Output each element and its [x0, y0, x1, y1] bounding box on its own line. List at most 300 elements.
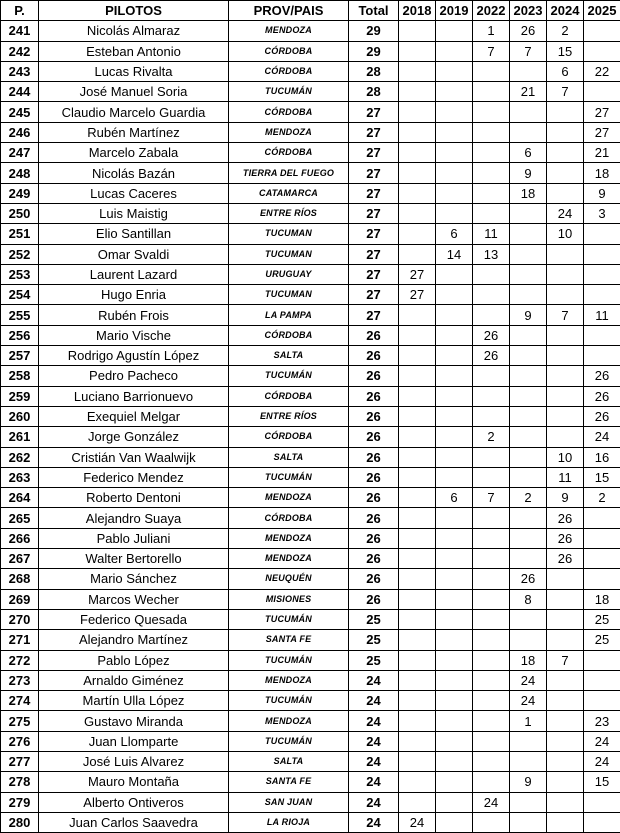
points-2019-cell — [436, 406, 473, 426]
table-row — [1, 305, 620, 325]
points-2018-cell — [399, 691, 436, 711]
points-2024-cell — [547, 163, 584, 183]
province-cell: SALTA — [229, 346, 349, 366]
position-cell: 252 — [1, 244, 39, 264]
points-2018-cell — [399, 61, 436, 81]
points-2019-cell — [436, 630, 473, 650]
points-2024-cell — [547, 183, 584, 203]
points-2025-cell: 11 — [584, 305, 620, 325]
points-2019-cell — [436, 772, 473, 792]
position-cell: 265 — [1, 508, 39, 528]
points-2023-cell: 8 — [510, 589, 547, 609]
points-2024-cell: 2 — [547, 21, 584, 41]
header-position: P. — [1, 1, 39, 21]
total-cell: 25 — [349, 630, 399, 650]
header-total: Total — [349, 1, 399, 21]
points-2024-cell — [547, 731, 584, 751]
position-cell: 250 — [1, 203, 39, 223]
pilot-name-cell: Pablo Juliani — [39, 528, 229, 548]
points-2023-cell: 21 — [510, 82, 547, 102]
province-cell: TUCUMÁN — [229, 366, 349, 386]
points-2024-cell: 7 — [547, 650, 584, 670]
pilot-name-cell: Luis Maistig — [39, 203, 229, 223]
table-row — [1, 406, 620, 426]
points-2024-cell: 10 — [547, 224, 584, 244]
points-2022-cell — [473, 61, 510, 81]
total-cell: 26 — [349, 386, 399, 406]
header-province: PROV/PAIS — [229, 1, 349, 21]
position-cell: 262 — [1, 447, 39, 467]
position-cell: 270 — [1, 609, 39, 629]
province-cell: CÓRDOBA — [229, 427, 349, 447]
points-2025-cell — [584, 792, 620, 812]
table-row — [1, 102, 620, 122]
table-row — [1, 792, 620, 812]
province-cell: TUCUMAN — [229, 244, 349, 264]
points-2023-cell — [510, 427, 547, 447]
points-2018-cell — [399, 203, 436, 223]
points-2019-cell — [436, 731, 473, 751]
position-cell: 258 — [1, 366, 39, 386]
points-2023-cell: 24 — [510, 691, 547, 711]
points-2024-cell: 24 — [547, 203, 584, 223]
points-2023-cell: 7 — [510, 41, 547, 61]
pilot-name-cell: Lucas Rivalta — [39, 61, 229, 81]
points-2019-cell — [436, 467, 473, 487]
points-2023-cell — [510, 467, 547, 487]
position-cell: 268 — [1, 569, 39, 589]
position-cell: 242 — [1, 41, 39, 61]
points-2018-cell — [399, 711, 436, 731]
points-2025-cell — [584, 549, 620, 569]
total-cell: 24 — [349, 691, 399, 711]
points-2022-cell — [473, 751, 510, 771]
points-2018-cell — [399, 792, 436, 812]
points-2022-cell — [473, 812, 510, 832]
header-row — [1, 1, 620, 21]
total-cell: 26 — [349, 508, 399, 528]
points-2023-cell: 2 — [510, 488, 547, 508]
pilot-name-cell: Mario Vische — [39, 325, 229, 345]
province-cell: TUCUMÁN — [229, 691, 349, 711]
points-2025-cell: 3 — [584, 203, 620, 223]
points-2023-cell: 1 — [510, 711, 547, 731]
points-2022-cell — [473, 528, 510, 548]
table-row — [1, 691, 620, 711]
points-2019-cell — [436, 650, 473, 670]
points-2018-cell — [399, 244, 436, 264]
points-2019-cell — [436, 102, 473, 122]
points-2022-cell: 1 — [473, 21, 510, 41]
pilot-name-cell: Hugo Enria — [39, 285, 229, 305]
points-2018-cell — [399, 549, 436, 569]
points-2023-cell: 6 — [510, 143, 547, 163]
total-cell: 27 — [349, 224, 399, 244]
position-cell: 267 — [1, 549, 39, 569]
points-2025-cell: 23 — [584, 711, 620, 731]
points-2025-cell: 26 — [584, 406, 620, 426]
points-2019-cell — [436, 183, 473, 203]
pilot-name-cell: Pedro Pacheco — [39, 366, 229, 386]
points-2018-cell — [399, 41, 436, 61]
table-row — [1, 772, 620, 792]
position-cell: 253 — [1, 264, 39, 284]
total-cell: 27 — [349, 183, 399, 203]
province-cell: TUCUMÁN — [229, 82, 349, 102]
pilot-name-cell: Pablo López — [39, 650, 229, 670]
points-2018-cell — [399, 467, 436, 487]
position-cell: 274 — [1, 691, 39, 711]
header-2018: 2018 — [399, 1, 436, 21]
points-2023-cell — [510, 731, 547, 751]
total-cell: 25 — [349, 650, 399, 670]
province-cell: CÓRDOBA — [229, 41, 349, 61]
points-2018-cell — [399, 224, 436, 244]
points-2023-cell — [510, 122, 547, 142]
points-2024-cell — [547, 143, 584, 163]
province-cell: MISIONES — [229, 589, 349, 609]
points-2018-cell — [399, 122, 436, 142]
total-cell: 28 — [349, 61, 399, 81]
points-2025-cell — [584, 264, 620, 284]
points-2022-cell: 13 — [473, 244, 510, 264]
position-cell: 245 — [1, 102, 39, 122]
points-2024-cell — [547, 406, 584, 426]
points-2018-cell — [399, 751, 436, 771]
position-cell: 251 — [1, 224, 39, 244]
points-2019-cell — [436, 41, 473, 61]
province-cell: CÓRDOBA — [229, 61, 349, 81]
province-cell: CÓRDOBA — [229, 508, 349, 528]
points-2019-cell — [436, 386, 473, 406]
table-row — [1, 386, 620, 406]
total-cell: 24 — [349, 751, 399, 771]
position-cell: 263 — [1, 467, 39, 487]
points-2022-cell — [473, 366, 510, 386]
province-cell: TUCUMÁN — [229, 609, 349, 629]
points-2018-cell — [399, 163, 436, 183]
total-cell: 26 — [349, 589, 399, 609]
points-2024-cell — [547, 569, 584, 589]
points-2024-cell — [547, 325, 584, 345]
points-2025-cell — [584, 528, 620, 548]
total-cell: 27 — [349, 203, 399, 223]
points-2019-cell — [436, 569, 473, 589]
points-2018-cell — [399, 21, 436, 41]
points-2025-cell — [584, 346, 620, 366]
pilot-name-cell: Lucas Caceres — [39, 183, 229, 203]
position-cell: 249 — [1, 183, 39, 203]
province-cell: TUCUMAN — [229, 224, 349, 244]
pilot-name-cell: Rubén Martínez — [39, 122, 229, 142]
points-2019-cell — [436, 711, 473, 731]
points-2023-cell — [510, 751, 547, 771]
points-2025-cell — [584, 244, 620, 264]
total-cell: 27 — [349, 264, 399, 284]
points-2025-cell: 18 — [584, 589, 620, 609]
points-2025-cell: 16 — [584, 447, 620, 467]
pilot-name-cell: Luciano Barrionuevo — [39, 386, 229, 406]
table-row — [1, 203, 620, 223]
points-2022-cell — [473, 569, 510, 589]
points-2025-cell: 25 — [584, 630, 620, 650]
position-cell: 254 — [1, 285, 39, 305]
total-cell: 26 — [349, 447, 399, 467]
province-cell: CÓRDOBA — [229, 325, 349, 345]
points-2023-cell: 9 — [510, 305, 547, 325]
province-cell: ENTRE RÍOS — [229, 406, 349, 426]
points-2023-cell — [510, 203, 547, 223]
position-cell: 241 — [1, 21, 39, 41]
points-2022-cell — [473, 406, 510, 426]
header-2022: 2022 — [473, 1, 510, 21]
points-2025-cell — [584, 285, 620, 305]
table-row — [1, 183, 620, 203]
points-2024-cell — [547, 366, 584, 386]
points-2024-cell — [547, 751, 584, 771]
points-2025-cell: 24 — [584, 731, 620, 751]
points-2019-cell — [436, 143, 473, 163]
province-cell: ENTRE RÍOS — [229, 203, 349, 223]
table-row — [1, 447, 620, 467]
points-2019-cell — [436, 163, 473, 183]
points-2024-cell: 6 — [547, 61, 584, 81]
points-2024-cell — [547, 711, 584, 731]
points-2025-cell — [584, 670, 620, 690]
points-2019-cell — [436, 528, 473, 548]
points-2025-cell — [584, 41, 620, 61]
points-2018-cell — [399, 508, 436, 528]
points-2025-cell: 15 — [584, 467, 620, 487]
points-2022-cell: 24 — [473, 792, 510, 812]
points-2022-cell — [473, 711, 510, 731]
points-2022-cell — [473, 143, 510, 163]
table-body — [1, 21, 620, 833]
points-2018-cell — [399, 346, 436, 366]
total-cell: 26 — [349, 569, 399, 589]
points-2023-cell: 24 — [510, 670, 547, 690]
position-cell: 255 — [1, 305, 39, 325]
points-2025-cell: 22 — [584, 61, 620, 81]
table-row — [1, 82, 620, 102]
table-row — [1, 711, 620, 731]
points-2019-cell — [436, 792, 473, 812]
total-cell: 24 — [349, 670, 399, 690]
points-2018-cell — [399, 569, 436, 589]
table-row — [1, 528, 620, 548]
points-2025-cell — [584, 325, 620, 345]
total-cell: 27 — [349, 102, 399, 122]
points-2022-cell — [473, 508, 510, 528]
province-cell: NEUQUÉN — [229, 569, 349, 589]
points-2024-cell: 26 — [547, 508, 584, 528]
table-row — [1, 751, 620, 771]
pilot-name-cell: Esteban Antonio — [39, 41, 229, 61]
points-2023-cell: 9 — [510, 772, 547, 792]
points-2022-cell — [473, 82, 510, 102]
points-2025-cell — [584, 82, 620, 102]
points-2024-cell — [547, 346, 584, 366]
points-2018-cell: 27 — [399, 285, 436, 305]
points-2025-cell: 15 — [584, 772, 620, 792]
pilot-name-cell: Federico Mendez — [39, 467, 229, 487]
points-2024-cell — [547, 812, 584, 832]
position-cell: 280 — [1, 812, 39, 832]
points-2018-cell — [399, 82, 436, 102]
points-2019-cell — [436, 122, 473, 142]
points-2022-cell: 26 — [473, 325, 510, 345]
position-cell: 275 — [1, 711, 39, 731]
points-2022-cell — [473, 731, 510, 751]
points-2023-cell — [510, 508, 547, 528]
points-2023-cell — [510, 630, 547, 650]
points-2019-cell: 6 — [436, 224, 473, 244]
position-cell: 273 — [1, 670, 39, 690]
points-2025-cell — [584, 691, 620, 711]
points-2022-cell — [473, 650, 510, 670]
province-cell: SALTA — [229, 751, 349, 771]
points-2019-cell — [436, 670, 473, 690]
province-cell: TIERRA DEL FUEGO — [229, 163, 349, 183]
points-2022-cell — [473, 549, 510, 569]
province-cell: MENDOZA — [229, 21, 349, 41]
table-row — [1, 427, 620, 447]
points-2022-cell — [473, 589, 510, 609]
province-cell: URUGUAY — [229, 264, 349, 284]
points-2018-cell — [399, 447, 436, 467]
points-2023-cell — [510, 224, 547, 244]
position-cell: 259 — [1, 386, 39, 406]
table-row — [1, 163, 620, 183]
points-2018-cell — [399, 528, 436, 548]
points-2019-cell — [436, 325, 473, 345]
points-2019-cell — [436, 812, 473, 832]
points-2022-cell: 7 — [473, 41, 510, 61]
total-cell: 29 — [349, 41, 399, 61]
points-2024-cell: 7 — [547, 305, 584, 325]
points-2023-cell: 26 — [510, 569, 547, 589]
points-2023-cell — [510, 549, 547, 569]
table-row — [1, 488, 620, 508]
total-cell: 27 — [349, 143, 399, 163]
points-2019-cell — [436, 203, 473, 223]
points-2018-cell — [399, 143, 436, 163]
table-row — [1, 549, 620, 569]
points-2019-cell — [436, 549, 473, 569]
pilot-name-cell: Rodrigo Agustín López — [39, 346, 229, 366]
pilot-name-cell: Cristián Van Waalwijk — [39, 447, 229, 467]
total-cell: 24 — [349, 711, 399, 731]
points-2022-cell — [473, 467, 510, 487]
total-cell: 27 — [349, 163, 399, 183]
table-row — [1, 670, 620, 690]
province-cell: MENDOZA — [229, 488, 349, 508]
points-2022-cell: 7 — [473, 488, 510, 508]
pilot-name-cell: José Luis Alvarez — [39, 751, 229, 771]
position-cell: 247 — [1, 143, 39, 163]
points-2023-cell — [510, 406, 547, 426]
points-2023-cell — [510, 61, 547, 81]
total-cell: 28 — [349, 82, 399, 102]
province-cell: SANTA FE — [229, 630, 349, 650]
table-row — [1, 569, 620, 589]
points-2024-cell: 15 — [547, 41, 584, 61]
position-cell: 246 — [1, 122, 39, 142]
points-2023-cell — [510, 325, 547, 345]
points-2025-cell: 9 — [584, 183, 620, 203]
pilot-name-cell: Marcos Wecher — [39, 589, 229, 609]
points-2019-cell — [436, 609, 473, 629]
table-row — [1, 61, 620, 81]
points-2018-cell — [399, 731, 436, 751]
position-cell: 248 — [1, 163, 39, 183]
province-cell: LA RIOJA — [229, 812, 349, 832]
points-2023-cell — [510, 346, 547, 366]
points-2019-cell — [436, 508, 473, 528]
points-2025-cell: 24 — [584, 427, 620, 447]
points-2022-cell — [473, 670, 510, 690]
province-cell: SAN JUAN — [229, 792, 349, 812]
points-2024-cell — [547, 670, 584, 690]
points-2025-cell — [584, 21, 620, 41]
points-2019-cell — [436, 427, 473, 447]
position-cell: 264 — [1, 488, 39, 508]
province-cell: SALTA — [229, 447, 349, 467]
total-cell: 26 — [349, 549, 399, 569]
table-row — [1, 41, 620, 61]
table-row — [1, 467, 620, 487]
table-row — [1, 122, 620, 142]
province-cell: MENDOZA — [229, 549, 349, 569]
pilot-name-cell: Jorge González — [39, 427, 229, 447]
province-cell: CÓRDOBA — [229, 143, 349, 163]
pilot-name-cell: Martín Ulla López — [39, 691, 229, 711]
table-row — [1, 346, 620, 366]
points-2024-cell: 11 — [547, 467, 584, 487]
points-2023-cell — [510, 812, 547, 832]
points-2018-cell — [399, 670, 436, 690]
position-cell: 266 — [1, 528, 39, 548]
province-cell: TUCUMÁN — [229, 467, 349, 487]
points-2024-cell — [547, 772, 584, 792]
points-2018-cell — [399, 630, 436, 650]
total-cell: 27 — [349, 122, 399, 142]
total-cell: 27 — [349, 305, 399, 325]
points-2024-cell — [547, 630, 584, 650]
points-2018-cell — [399, 386, 436, 406]
pilot-name-cell: Claudio Marcelo Guardia — [39, 102, 229, 122]
total-cell: 26 — [349, 406, 399, 426]
position-cell: 279 — [1, 792, 39, 812]
points-2018-cell — [399, 305, 436, 325]
total-cell: 26 — [349, 467, 399, 487]
total-cell: 26 — [349, 528, 399, 548]
points-2023-cell — [510, 528, 547, 548]
header-2024: 2024 — [547, 1, 584, 21]
points-2025-cell: 25 — [584, 609, 620, 629]
points-2024-cell: 10 — [547, 447, 584, 467]
points-2023-cell: 26 — [510, 21, 547, 41]
position-cell: 278 — [1, 772, 39, 792]
total-cell: 26 — [349, 346, 399, 366]
points-2019-cell: 6 — [436, 488, 473, 508]
points-2023-cell: 18 — [510, 183, 547, 203]
table-row — [1, 244, 620, 264]
points-2019-cell — [436, 21, 473, 41]
table-row — [1, 325, 620, 345]
total-cell: 26 — [349, 366, 399, 386]
points-2019-cell — [436, 61, 473, 81]
